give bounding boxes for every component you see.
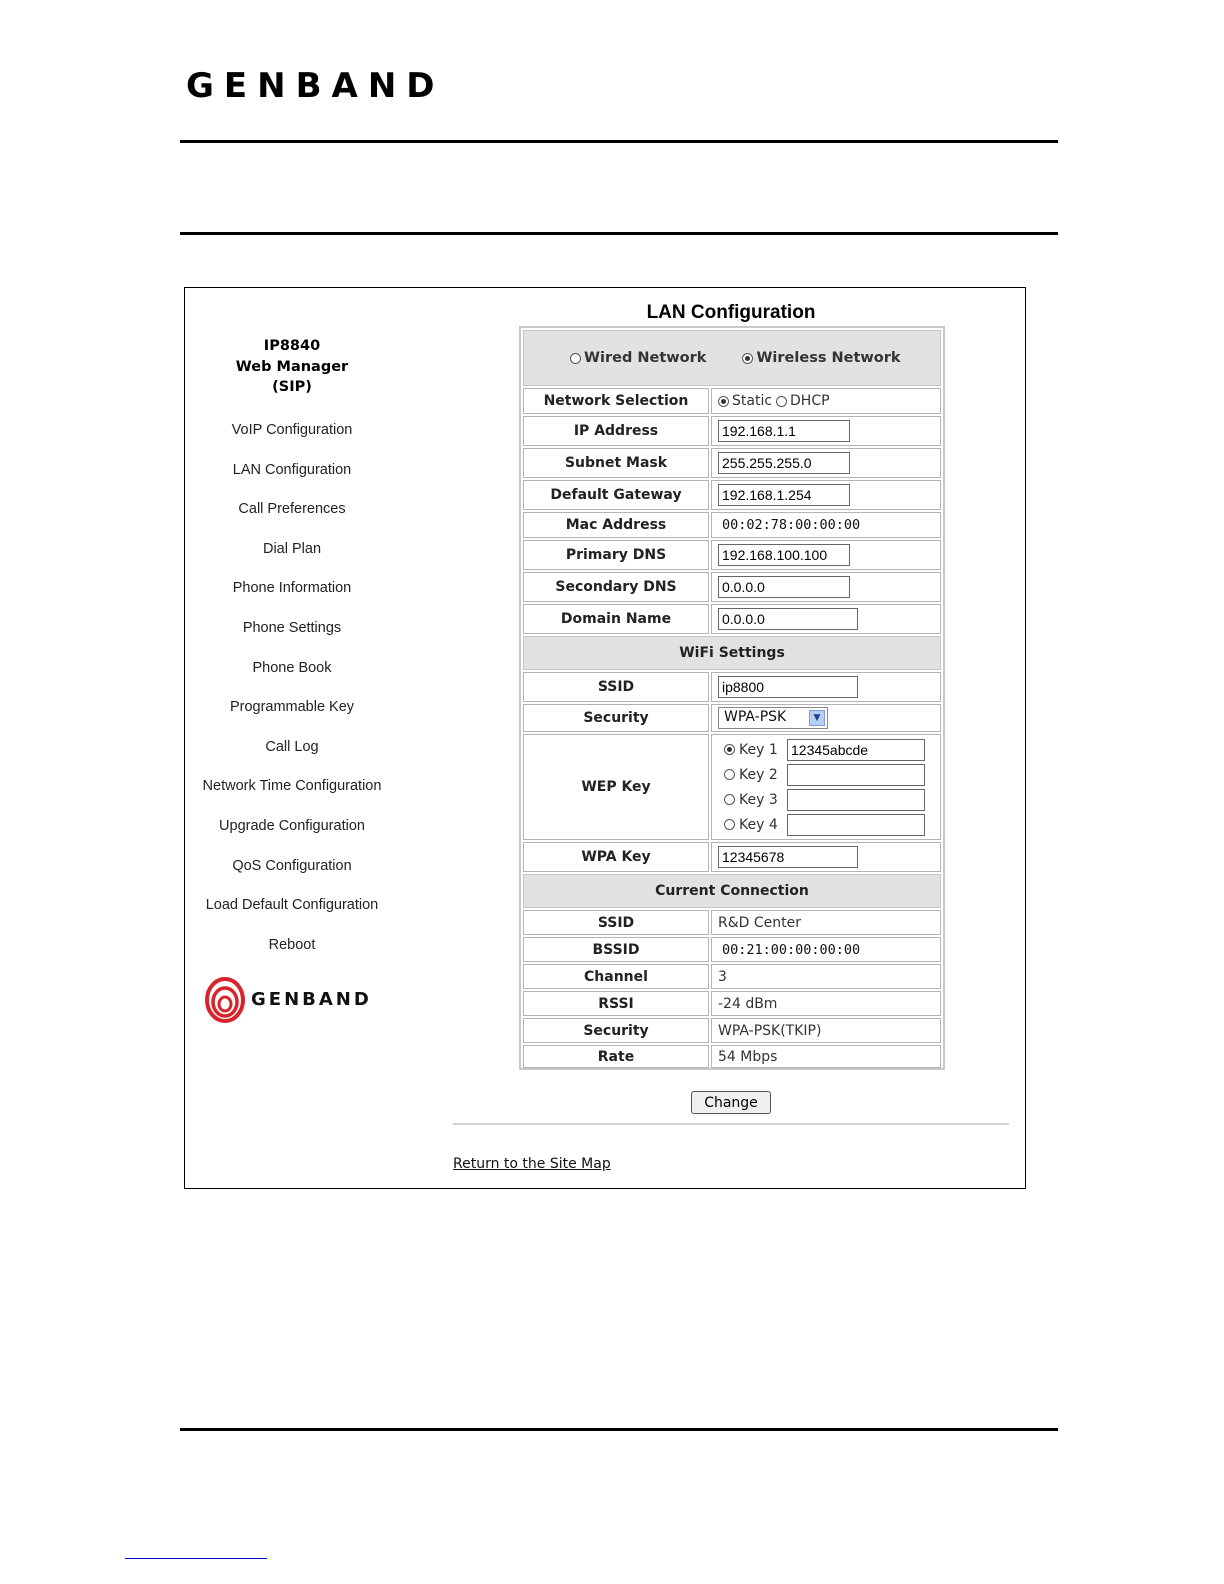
ip-address-input[interactable] xyxy=(718,420,850,442)
field-value: 54 Mbps xyxy=(711,1045,941,1068)
wireless-network-radio[interactable]: Wireless Network xyxy=(742,350,900,366)
nav-item-call-log[interactable]: Call Log xyxy=(265,738,319,755)
row-secondary-dns xyxy=(523,572,941,602)
wep-key-3: Key 3 xyxy=(724,789,925,811)
sidebar-nav xyxy=(185,422,399,976)
current-connection-heading: Current Connection xyxy=(523,874,941,908)
row-domain-name xyxy=(523,604,941,634)
row-subnet-mask xyxy=(523,448,941,478)
nav-item-voip-configuration[interactable]: VoIP Configuration xyxy=(231,422,353,438)
row-mac-address xyxy=(523,512,941,538)
wep-key-3-input[interactable] xyxy=(787,789,925,811)
row-current-ssid xyxy=(523,910,941,935)
field-value: 00:21:00:00:00:00 xyxy=(722,941,861,958)
nav-item-phone-book[interactable]: Phone Book xyxy=(252,659,332,676)
security-select[interactable]: WPA-PSK ▼ xyxy=(718,707,828,729)
document-header-logo: GENBAND xyxy=(186,66,445,106)
nav-item-phone-settings[interactable]: Phone Settings xyxy=(242,619,342,636)
network-type-selector xyxy=(523,330,941,386)
page-title: LAN Configuration xyxy=(646,302,816,323)
row-ip-address xyxy=(523,416,941,446)
nav-app-name: Web Manager xyxy=(235,358,349,375)
nav-item-load-default-configuration[interactable]: Load Default Configuration xyxy=(205,897,379,914)
wpa-key-input[interactable] xyxy=(718,846,858,868)
return-to-site-map-link[interactable]: Return to the Site Map xyxy=(453,1156,611,1172)
row-current-rssi xyxy=(523,991,941,1016)
wep-key-2-input[interactable] xyxy=(787,764,925,786)
lan-config-form xyxy=(519,326,945,1070)
field-label: SSID xyxy=(523,672,709,702)
row-wpa-key xyxy=(523,842,941,872)
field-label: Security xyxy=(523,1018,709,1043)
domain-name-input[interactable] xyxy=(718,608,858,630)
row-wep-key xyxy=(523,734,941,840)
row-current-security xyxy=(523,1018,941,1043)
field-label: Domain Name xyxy=(523,604,709,634)
wep-key-list xyxy=(724,737,925,838)
wep-key-1-input[interactable] xyxy=(787,739,925,761)
ssid-input[interactable] xyxy=(718,676,858,698)
field-label: Primary DNS xyxy=(523,540,709,570)
chevron-down-icon[interactable]: ▼ xyxy=(809,710,825,726)
field-label: BSSID xyxy=(523,937,709,962)
nav-item-lan-configuration[interactable]: LAN Configuration xyxy=(232,461,352,478)
field-value: WPA-PSK(TKIP) xyxy=(711,1018,941,1043)
wired-network-radio[interactable]: Wired Network xyxy=(570,350,706,366)
nav-model: IP8840 xyxy=(263,338,321,354)
default-gateway-input[interactable] xyxy=(718,484,850,506)
nav-item-dial-plan[interactable]: Dial Plan xyxy=(262,540,322,557)
field-label: Subnet Mask xyxy=(523,448,709,478)
genband-swirl-icon xyxy=(205,975,249,1025)
nav-item-call-preferences[interactable]: Call Preferences xyxy=(238,501,346,518)
genband-logo xyxy=(205,975,385,1025)
screenshot-frame xyxy=(184,287,1026,1189)
field-label: SSID xyxy=(523,910,709,935)
static-radio[interactable]: Static xyxy=(718,393,772,409)
field-label: Mac Address xyxy=(523,512,709,538)
field-label: WPA Key xyxy=(523,842,709,872)
field-label: Default Gateway xyxy=(523,480,709,510)
field-value: R&D Center xyxy=(711,910,941,935)
wep-key-2: Key 2 xyxy=(724,764,925,786)
footnote-rule xyxy=(125,1558,267,1559)
radio-off-icon[interactable] xyxy=(724,769,735,780)
field-label: IP Address xyxy=(523,416,709,446)
row-network-selection xyxy=(523,388,941,414)
radio-on-icon[interactable] xyxy=(718,396,729,407)
row-default-gateway xyxy=(523,480,941,510)
header-rule-top xyxy=(180,140,1058,143)
nav-protocol: (SIP) xyxy=(272,379,312,395)
nav-item-programmable-key[interactable]: Programmable Key xyxy=(229,699,355,716)
row-current-rate xyxy=(523,1045,941,1068)
wep-key-4-input[interactable] xyxy=(787,814,925,836)
radio-off-icon[interactable] xyxy=(776,396,787,407)
mac-address-value: 00:02:78:00:00:00 xyxy=(722,517,861,533)
radio-off-icon[interactable] xyxy=(724,819,735,830)
row-wifi-security xyxy=(523,704,941,732)
nav-item-phone-information[interactable]: Phone Information xyxy=(232,580,352,597)
primary-dns-input[interactable] xyxy=(718,544,850,566)
radio-on-icon[interactable] xyxy=(724,744,735,755)
field-label: Security xyxy=(523,704,709,732)
header-rule-bottom xyxy=(180,232,1058,235)
field-label: RSSI xyxy=(523,991,709,1016)
field-label: Secondary DNS xyxy=(523,572,709,602)
radio-on-icon[interactable] xyxy=(742,353,753,364)
field-label: Channel xyxy=(523,964,709,989)
footer-rule xyxy=(180,1428,1058,1431)
row-current-bssid xyxy=(523,937,941,962)
radio-off-icon[interactable] xyxy=(570,353,581,364)
dhcp-radio[interactable]: DHCP xyxy=(776,393,830,409)
field-value: 3 xyxy=(711,964,941,989)
field-value: -24 dBm xyxy=(711,991,941,1016)
nav-item-upgrade-configuration[interactable]: Upgrade Configuration xyxy=(219,817,365,834)
field-label: Network Selection xyxy=(523,388,709,414)
wep-key-1: Key 1 12345abcde xyxy=(724,739,925,761)
wep-key-4: Key 4 xyxy=(724,814,925,836)
field-label: Rate xyxy=(523,1045,709,1068)
row-wifi-ssid xyxy=(523,672,941,702)
row-primary-dns xyxy=(523,540,941,570)
content-divider xyxy=(453,1123,1009,1125)
subnet-mask-input[interactable] xyxy=(718,452,850,474)
radio-off-icon[interactable] xyxy=(724,794,735,805)
logo-wordmark: GENBAND xyxy=(251,989,372,1010)
secondary-dns-input[interactable] xyxy=(718,576,850,598)
nav-header xyxy=(185,336,399,398)
nav-item-reboot[interactable]: Reboot xyxy=(268,936,316,953)
change-button[interactable]: Change xyxy=(691,1091,771,1114)
nav-item-network-time-configuration[interactable]: Network Time Configuration xyxy=(202,778,382,795)
wifi-settings-heading: WiFi Settings xyxy=(523,636,941,670)
row-current-channel xyxy=(523,964,941,989)
nav-item-qos-configuration[interactable]: QoS Configuration xyxy=(232,857,352,874)
field-label: WEP Key xyxy=(523,734,709,840)
